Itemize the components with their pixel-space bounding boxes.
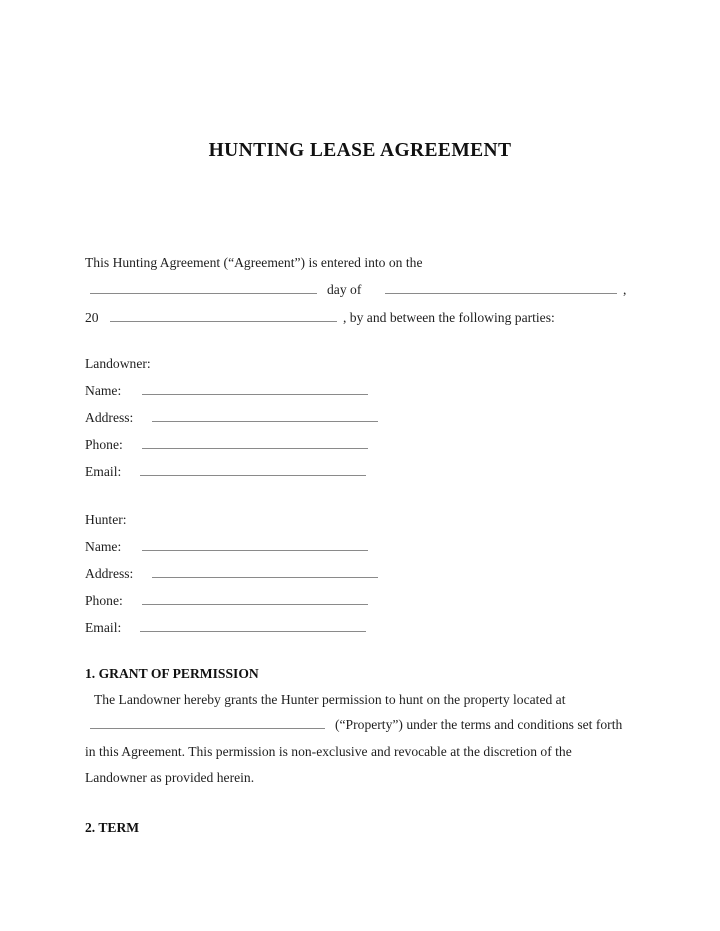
landowner-phone-input-rule[interactable] (142, 448, 368, 449)
landowner-email-label: Email: (85, 464, 122, 479)
section-1-heading: 1. GRANT OF PERMISSION (85, 666, 259, 681)
hunter-address-label: Address: (85, 566, 134, 581)
landowner-address-label: Address: (85, 410, 134, 425)
landowner-name-input-rule[interactable] (142, 394, 368, 395)
landowner-address-input-rule[interactable] (152, 421, 378, 422)
month-blank-rule[interactable] (385, 293, 617, 294)
hunter-heading: Hunter: (85, 512, 127, 527)
property-blank-rule[interactable] (90, 728, 325, 729)
day-of-label: day of (327, 282, 362, 297)
page-title: HUNTING LEASE AGREEMENT (208, 140, 512, 161)
landowner-phone-label: Phone: (85, 437, 123, 452)
hunter-email-input-rule[interactable] (140, 631, 366, 632)
intro-line-1: This Hunting Agreement (“Agreement”) is entered into on the (85, 255, 423, 270)
section-1-body-line-1: The Landowner hereby grants the Hunter permission to hunt on the property located at (94, 692, 566, 707)
month-trailing-comma: , (623, 282, 627, 297)
year-prefix: 20 (85, 310, 99, 325)
section-1-body-line-2-tail: (“Property”) under the terms and conditions set forth (335, 717, 623, 732)
hunter-name-input-rule[interactable] (142, 550, 368, 551)
hunter-name-label: Name: (85, 539, 122, 554)
landowner-email-input-rule[interactable] (140, 475, 366, 476)
landowner-heading: Landowner: (85, 356, 151, 371)
year-blank-rule[interactable] (110, 321, 337, 322)
hunter-address-input-rule[interactable] (152, 577, 378, 578)
hunter-phone-input-rule[interactable] (142, 604, 368, 605)
intro-line-3-tail: , by and between the following parties: (343, 310, 555, 325)
section-1-body-line-3: in this Agreement. This permission is non-exclusive and revocable at the discretion of the (85, 744, 572, 759)
landowner-name-label: Name: (85, 383, 122, 398)
hunter-phone-label: Phone: (85, 593, 123, 608)
section-2-heading: 2. TERM (85, 820, 140, 835)
section-1-body-line-4: Landowner as provided herein. (85, 770, 255, 785)
day-blank-rule[interactable] (90, 293, 317, 294)
hunter-email-label: Email: (85, 620, 122, 635)
